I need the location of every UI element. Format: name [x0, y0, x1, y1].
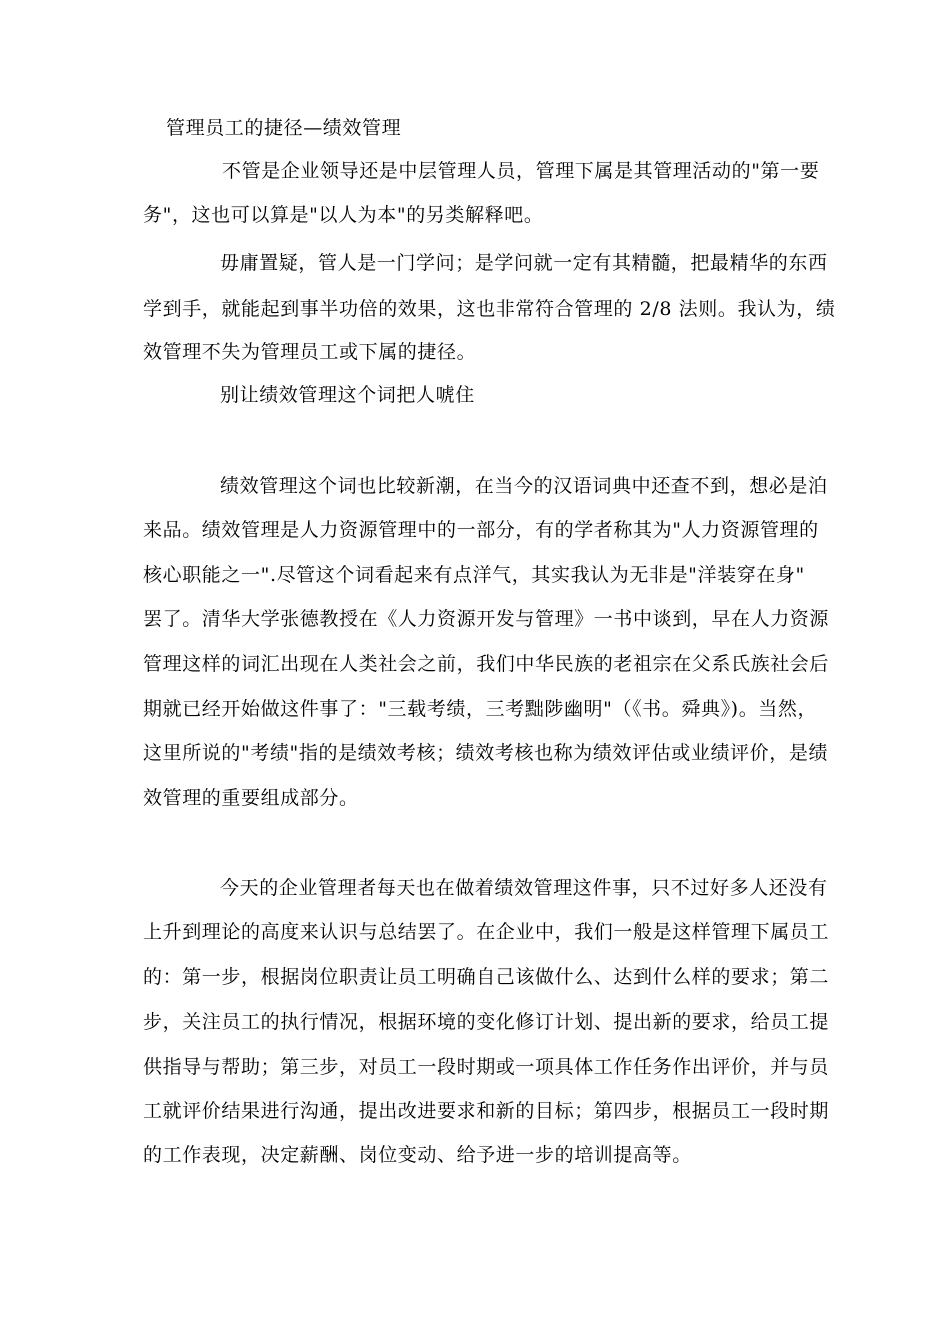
paragraph-line: 来品。绩效管理是人力资源管理中的一部分，有的学者称其为"人力资源管理的 — [143, 519, 819, 541]
paragraph-line: 的：第一步，根据岗位职责让员工明确自己该做什么、达到什么样的要求；第二 — [143, 966, 830, 988]
paragraph-line: 效管理不失为管理员工或下属的捷径。 — [143, 341, 477, 363]
document-title: 管理员工的捷径—绩效管理 — [166, 117, 402, 139]
paragraph-line: 核心职能之一".尽管这个词看起来有点洋气，其实我认为无非是"洋装穿在身" — [143, 564, 805, 586]
paragraph-line: 效管理的重要组成部分。 — [143, 787, 359, 809]
paragraph-line: 罢了。清华大学张德教授在《人力资源开发与管理》一书中谈到，早在人力资源 — [143, 608, 830, 630]
paragraph-line: 供指导与帮助；第三步，对员工一段时期或一项具体工作任务作出评价，并与员 — [143, 1056, 830, 1078]
paragraph-line: 学到手，就能起到事半功倍的效果，这也非常符合管理的 2/8 法则。我认为，绩 — [143, 298, 836, 320]
paragraph-line: 绩效管理这个词也比较新潮，在当今的汉语词典中还查不到，想必是泊 — [220, 475, 828, 497]
paragraph-line: 步，关注员工的执行情况，根据环境的变化修订计划、提出新的要求，给员工提 — [143, 1011, 830, 1033]
paragraph-line: 不管是企业领导还是中层管理人员，管理下属是其管理活动的"第一要 — [222, 160, 820, 182]
paragraph-line: 毋庸置疑，管人是一门学问；是学问就一定有其精髓，把最精华的东西 — [220, 252, 828, 274]
paragraph-line: 今天的企业管理者每天也在做着绩效管理这件事，只不过好多人还没有 — [220, 877, 828, 899]
section-heading-text: 别让绩效管理这个词把人唬住 — [220, 384, 475, 406]
paragraph-line: 管理这样的词汇出现在人类社会之前，我们中华民族的老祖宗在父系氏族社会后 — [143, 653, 830, 675]
paragraph-line: 这里所说的"考绩"指的是绩效考核；绩效考核也称为绩效评估或业绩评价，是绩 — [143, 742, 829, 764]
paragraph-line: 务"，这也可以算是"以人为本"的另类解释吧。 — [143, 204, 544, 226]
paragraph-line: 上升到理论的高度来认识与总结罢了。在企业中，我们一般是这样管理下属员工 — [143, 921, 830, 943]
paragraph-line: 工就评价结果进行沟通，提出改进要求和新的目标；第四步，根据员工一段时期 — [143, 1100, 830, 1122]
paragraph-line: 的工作表现，决定薪酬、岗位变动、给予进一步的培训提高等。 — [143, 1144, 692, 1166]
paragraph-line: 期就已经开始做这件事了："三载考绩，三考黜陟幽明"（《书。舜典》)。当然， — [143, 698, 818, 720]
